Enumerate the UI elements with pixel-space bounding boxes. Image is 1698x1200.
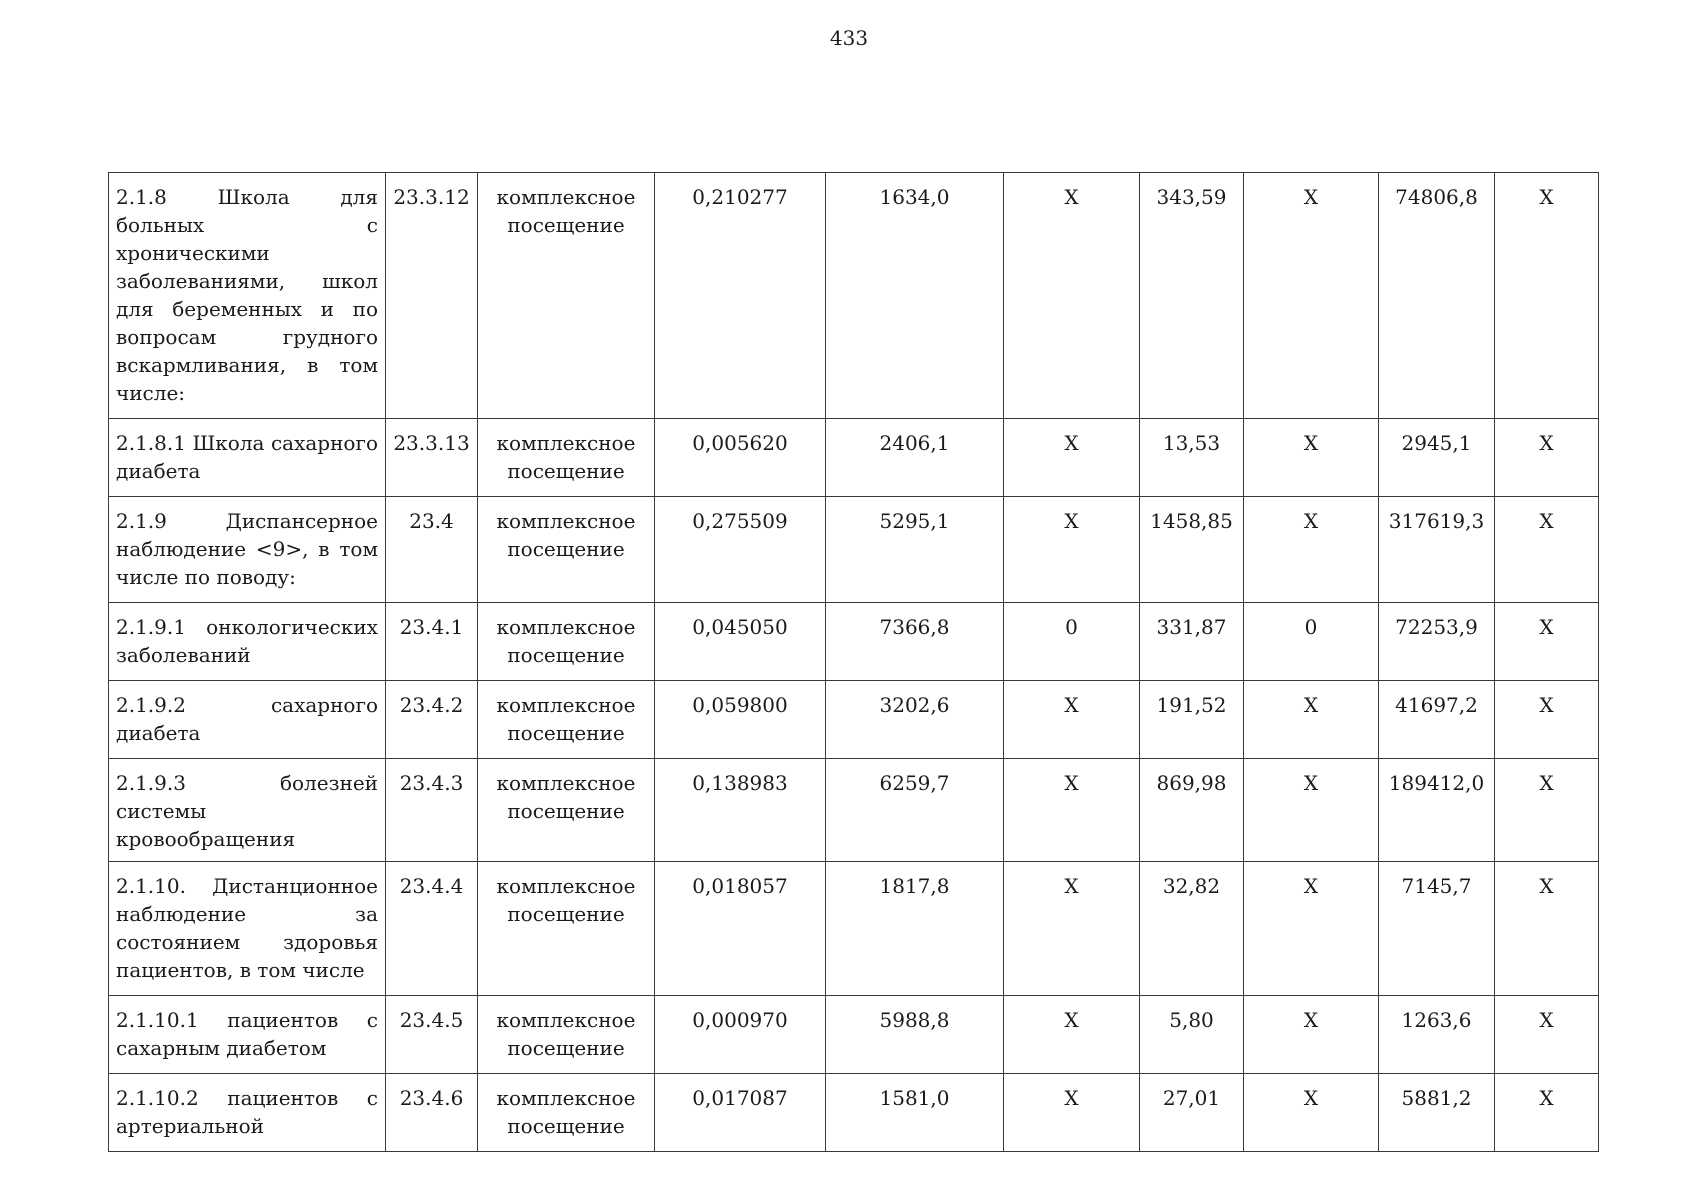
row-total: 2945,1 [1379,419,1495,497]
row-col6: Х [1004,497,1140,603]
row-name: 2.1.9.2 сахарного диабета [109,681,386,759]
row-col8: Х [1244,759,1379,862]
row-code: 23.3.12 [386,173,478,419]
row-name: 2.1.10.1 пациентов с сахарным диабетом [109,996,386,1074]
row-per-capita: 5,80 [1140,996,1244,1074]
row-col10: Х [1495,173,1599,419]
row-col10: Х [1495,419,1599,497]
row-norm: 0,005620 [655,419,826,497]
row-code: 23.4.1 [386,603,478,681]
row-total: 189412,0 [1379,759,1495,862]
row-col10: Х [1495,996,1599,1074]
row-total: 5881,2 [1379,1074,1495,1152]
row-code: 23.4 [386,497,478,603]
row-unit: комплексное посещение [478,862,655,996]
row-col8: Х [1244,173,1379,419]
row-norm: 0,210277 [655,173,826,419]
row-total: 41697,2 [1379,681,1495,759]
row-name: 2.1.8.1 Школа сахарного диабета [109,419,386,497]
row-code: 23.3.13 [386,419,478,497]
row-per-capita: 27,01 [1140,1074,1244,1152]
row-norm: 0,000970 [655,996,826,1074]
row-unit: комплексное посещение [478,173,655,419]
row-cost: 3202,6 [826,681,1004,759]
row-cost: 6259,7 [826,759,1004,862]
row-total: 74806,8 [1379,173,1495,419]
row-col6: Х [1004,173,1140,419]
table-row [109,603,1599,681]
data-table [108,172,1599,1152]
table-row [109,497,1599,603]
row-col10: Х [1495,497,1599,603]
row-norm: 0,275509 [655,497,826,603]
row-norm: 0,138983 [655,759,826,862]
row-col8: Х [1244,681,1379,759]
row-col8: Х [1244,1074,1379,1152]
row-unit: комплексное посещение [478,419,655,497]
row-per-capita: 1458,85 [1140,497,1244,603]
row-norm: 0,018057 [655,862,826,996]
row-name: 2.1.9.1 онкологических заболеваний [109,603,386,681]
row-cost: 1581,0 [826,1074,1004,1152]
row-code: 23.4.3 [386,759,478,862]
row-unit: комплексное посещение [478,497,655,603]
row-col8: Х [1244,862,1379,996]
table-row [109,996,1599,1074]
row-total: 7145,7 [1379,862,1495,996]
row-cost: 5988,8 [826,996,1004,1074]
table-row [109,419,1599,497]
table-row [109,681,1599,759]
row-col10: Х [1495,603,1599,681]
table-row [109,173,1599,419]
row-col6: Х [1004,1074,1140,1152]
row-cost: 2406,1 [826,419,1004,497]
row-col8: Х [1244,996,1379,1074]
table-row [109,759,1599,862]
row-name: 2.1.10.2 пациентов с артериальной [109,1074,386,1152]
row-name: 2.1.8 Школа для больных с хроническими заболеваниями, школ для беременных и по вопросам грудного вскармливания, в том числе: [109,173,386,419]
row-cost: 7366,8 [826,603,1004,681]
row-col6: Х [1004,862,1140,996]
row-total: 1263,6 [1379,996,1495,1074]
row-col6: Х [1004,759,1140,862]
table-row [109,1074,1599,1152]
row-col10: Х [1495,759,1599,862]
row-name: 2.1.10. Дистанционное наблюдение за состоянием здоровья пациентов, в том числе [109,862,386,996]
row-name: 2.1.9 Диспансерное наблюдение <9>, в том числе по поводу: [109,497,386,603]
row-per-capita: 331,87 [1140,603,1244,681]
row-per-capita: 343,59 [1140,173,1244,419]
table-row [109,862,1599,996]
row-code: 23.4.6 [386,1074,478,1152]
row-cost: 5295,1 [826,497,1004,603]
row-col10: Х [1495,681,1599,759]
row-norm: 0,017087 [655,1074,826,1152]
row-unit: комплексное посещение [478,603,655,681]
row-col6: Х [1004,419,1140,497]
row-total: 317619,3 [1379,497,1495,603]
row-per-capita: 869,98 [1140,759,1244,862]
row-col10: Х [1495,1074,1599,1152]
row-code: 23.4.4 [386,862,478,996]
row-col6: Х [1004,681,1140,759]
row-per-capita: 191,52 [1140,681,1244,759]
row-unit: комплексное посещение [478,1074,655,1152]
row-col8: Х [1244,419,1379,497]
row-name: 2.1.9.3 болезней системы кровообращения [109,759,386,862]
row-cost: 1817,8 [826,862,1004,996]
row-col6: Х [1004,996,1140,1074]
row-col10: Х [1495,862,1599,996]
row-col8: 0 [1244,603,1379,681]
row-norm: 0,059800 [655,681,826,759]
row-code: 23.4.2 [386,681,478,759]
row-per-capita: 13,53 [1140,419,1244,497]
row-code: 23.4.5 [386,996,478,1074]
row-cost: 1634,0 [826,173,1004,419]
row-col6: 0 [1004,603,1140,681]
row-total: 72253,9 [1379,603,1495,681]
row-unit: комплексное посещение [478,996,655,1074]
row-unit: комплексное посещение [478,759,655,862]
row-per-capita: 32,82 [1140,862,1244,996]
row-col8: Х [1244,497,1379,603]
page-number: 433 [829,26,869,50]
row-unit: комплексное посещение [478,681,655,759]
row-norm: 0,045050 [655,603,826,681]
